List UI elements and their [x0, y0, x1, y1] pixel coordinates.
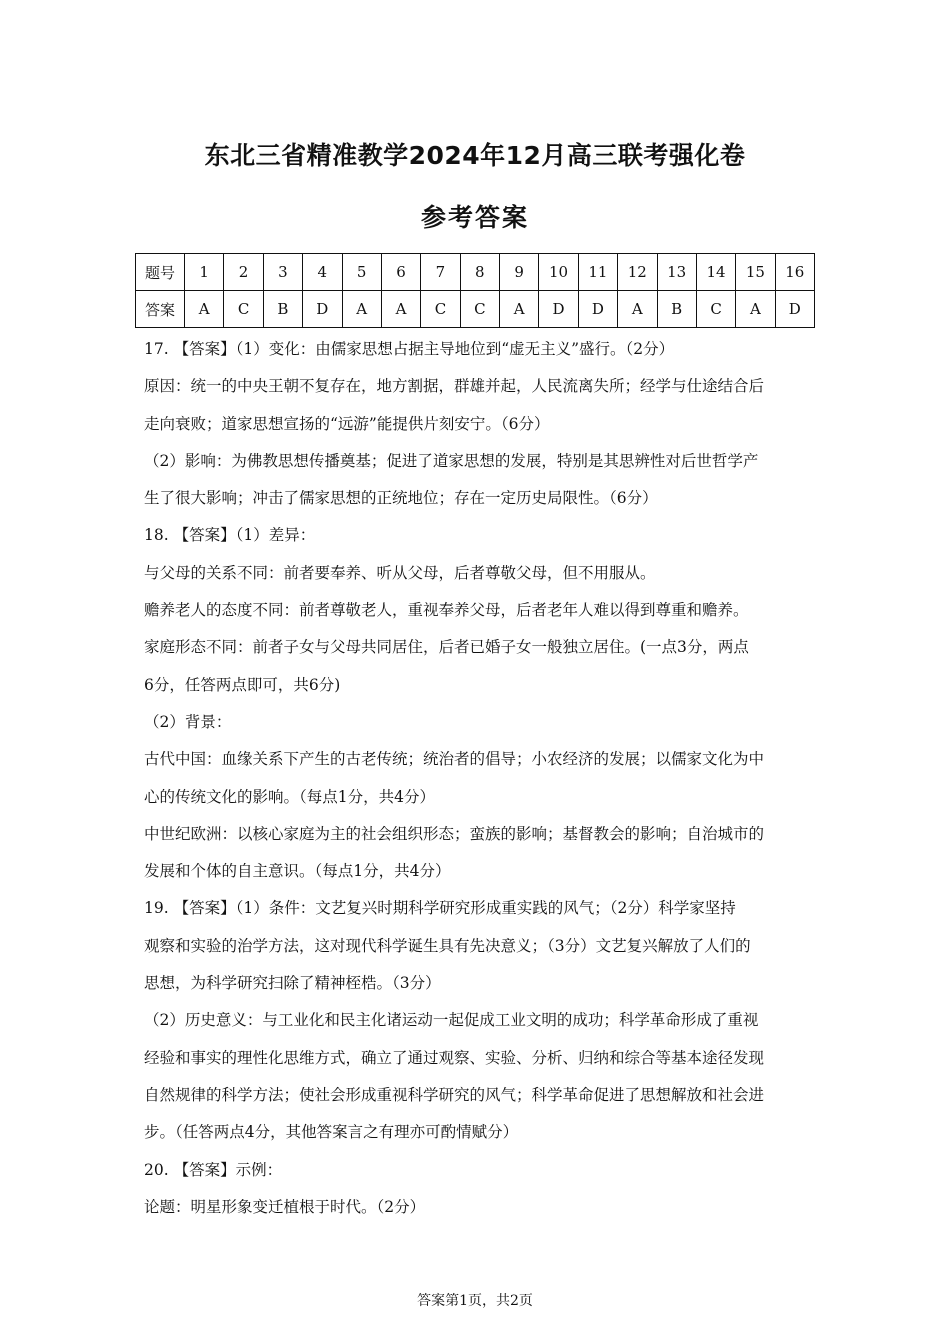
question-number: 1: [185, 254, 224, 291]
answer-cell: A: [381, 291, 420, 328]
page-footer: 答案第1页，共2页: [417, 1293, 533, 1309]
text-line: 步。（任答两点4分，其他答案言之有理亦可酌情赋分）: [144, 1123, 519, 1142]
text-line: 原因：统一的中央王朝不复存在，地方割据，群雄并起，人民流离失所；经学与仕途结合后: [144, 377, 765, 396]
text-line: （2）影响：为佛教思想传播奠基；促进了道家思想的发展，特别是其思辨性对后世哲学产: [144, 451, 759, 470]
text-line: （2）背景：: [144, 712, 232, 731]
question-number: 3: [263, 254, 302, 291]
answer-cell: D: [775, 291, 814, 328]
answer-table: [135, 253, 815, 328]
answer-row: [136, 291, 815, 328]
text-line: 发展和个体的自主意识。（每点1分，共4分）: [144, 862, 451, 881]
text-line: 思想，为科学研究扫除了精神桎梏。（3分）: [144, 974, 441, 993]
question-number: 11: [578, 254, 617, 291]
text-line: 生了很大影响；冲击了儒家思想的正统地位；存在一定历史局限性。（6分）: [144, 489, 658, 508]
answer-body: [144, 331, 814, 1226]
answer-cell: A: [736, 291, 775, 328]
text-line: 观察和实验的治学方法，这对现代科学诞生具有先决意义；（3分）文艺复兴解放了人们的: [144, 936, 751, 955]
text-line: 家庭形态不同：前者子女与父母共同居住，后者已婚子女一般独立居住。(一点3分，两点: [144, 638, 749, 657]
question-number: 8: [460, 254, 499, 291]
question-number: 2: [224, 254, 263, 291]
row-label-question: 题号: [136, 254, 185, 291]
question-number: 9: [500, 254, 539, 291]
text-line: 与父母的关系不同：前者要奉养、听从父母，后者尊敬父母，但不用服从。: [144, 563, 656, 582]
text-line: 19. 【答案】（1）条件：文艺复兴时期科学研究形成重实践的风气；（2分）科学家坚持: [144, 899, 736, 918]
question-number-row: [136, 254, 815, 291]
text-line: 自然规律的科学方法；使社会形成重视科学研究的风气；科学革命促进了思想解放和社会进: [144, 1085, 765, 1104]
question-number: 5: [342, 254, 381, 291]
text-line: 走向衰败；道家思想宣扬的“远游”能提供片刻安宁。（6分）: [144, 414, 550, 433]
question-number: 15: [736, 254, 775, 291]
question-number: 16: [775, 254, 814, 291]
answer-cell: A: [342, 291, 381, 328]
page-title: 东北三省精准教学2024年12月高三联考强化卷: [204, 141, 746, 170]
answer-cell: B: [657, 291, 696, 328]
answer-cell: C: [421, 291, 460, 328]
question-number: 4: [303, 254, 342, 291]
text-line: 经验和事实的理性化思维方式，确立了通过观察、实验、分析、归纳和综合等基本途径发现: [144, 1048, 765, 1067]
answer-cell: D: [539, 291, 578, 328]
answer-cell: D: [578, 291, 617, 328]
answer-cell: A: [500, 291, 539, 328]
answer-cell: C: [460, 291, 499, 328]
text-line: 6分，任答两点即可，共6分): [144, 675, 341, 694]
text-line: 心的传统文化的影响。（每点1分，共4分）: [144, 787, 435, 806]
question-number: 7: [421, 254, 460, 291]
answer-cell: A: [185, 291, 224, 328]
question-number: 14: [696, 254, 735, 291]
text-line: 中世纪欧洲：以核心家庭为主的社会组织形态；蛮族的影响；基督教会的影响；自治城市的: [144, 824, 765, 843]
answer-cell: D: [303, 291, 342, 328]
text-line: 18. 【答案】（1）差异：: [144, 526, 316, 545]
page-subtitle: 参考答案: [420, 203, 529, 232]
answer-cell: B: [263, 291, 302, 328]
text-line: 17. 【答案】（1）变化：由儒家思想占据主导地位到“虚无主义”盛行。（2分）: [144, 340, 675, 358]
text-line: 赡养老人的态度不同：前者尊敬老人，重视奉养父母，后者老年人难以得到尊重和赡养。: [144, 601, 749, 620]
question-number: 6: [381, 254, 420, 291]
question-number: 12: [618, 254, 657, 291]
text-line: 20. 【答案】示例：: [144, 1160, 283, 1179]
row-label-answer: 答案: [136, 291, 185, 328]
text-line: 古代中国：血缘关系下产生的古老传统；统治者的倡导；小农经济的发展；以儒家文化为中: [144, 750, 765, 769]
question-number: 10: [539, 254, 578, 291]
answer-cell: A: [618, 291, 657, 328]
text-line: 论题：明星形象变迁植根于时代。（2分）: [144, 1197, 426, 1216]
answer-cell: C: [224, 291, 263, 328]
question-number: 13: [657, 254, 696, 291]
text-line: （2）历史意义：与工业化和民主化诸运动一起促成工业文明的成功；科学革命形成了重视: [144, 1011, 759, 1030]
answer-cell: C: [696, 291, 735, 328]
